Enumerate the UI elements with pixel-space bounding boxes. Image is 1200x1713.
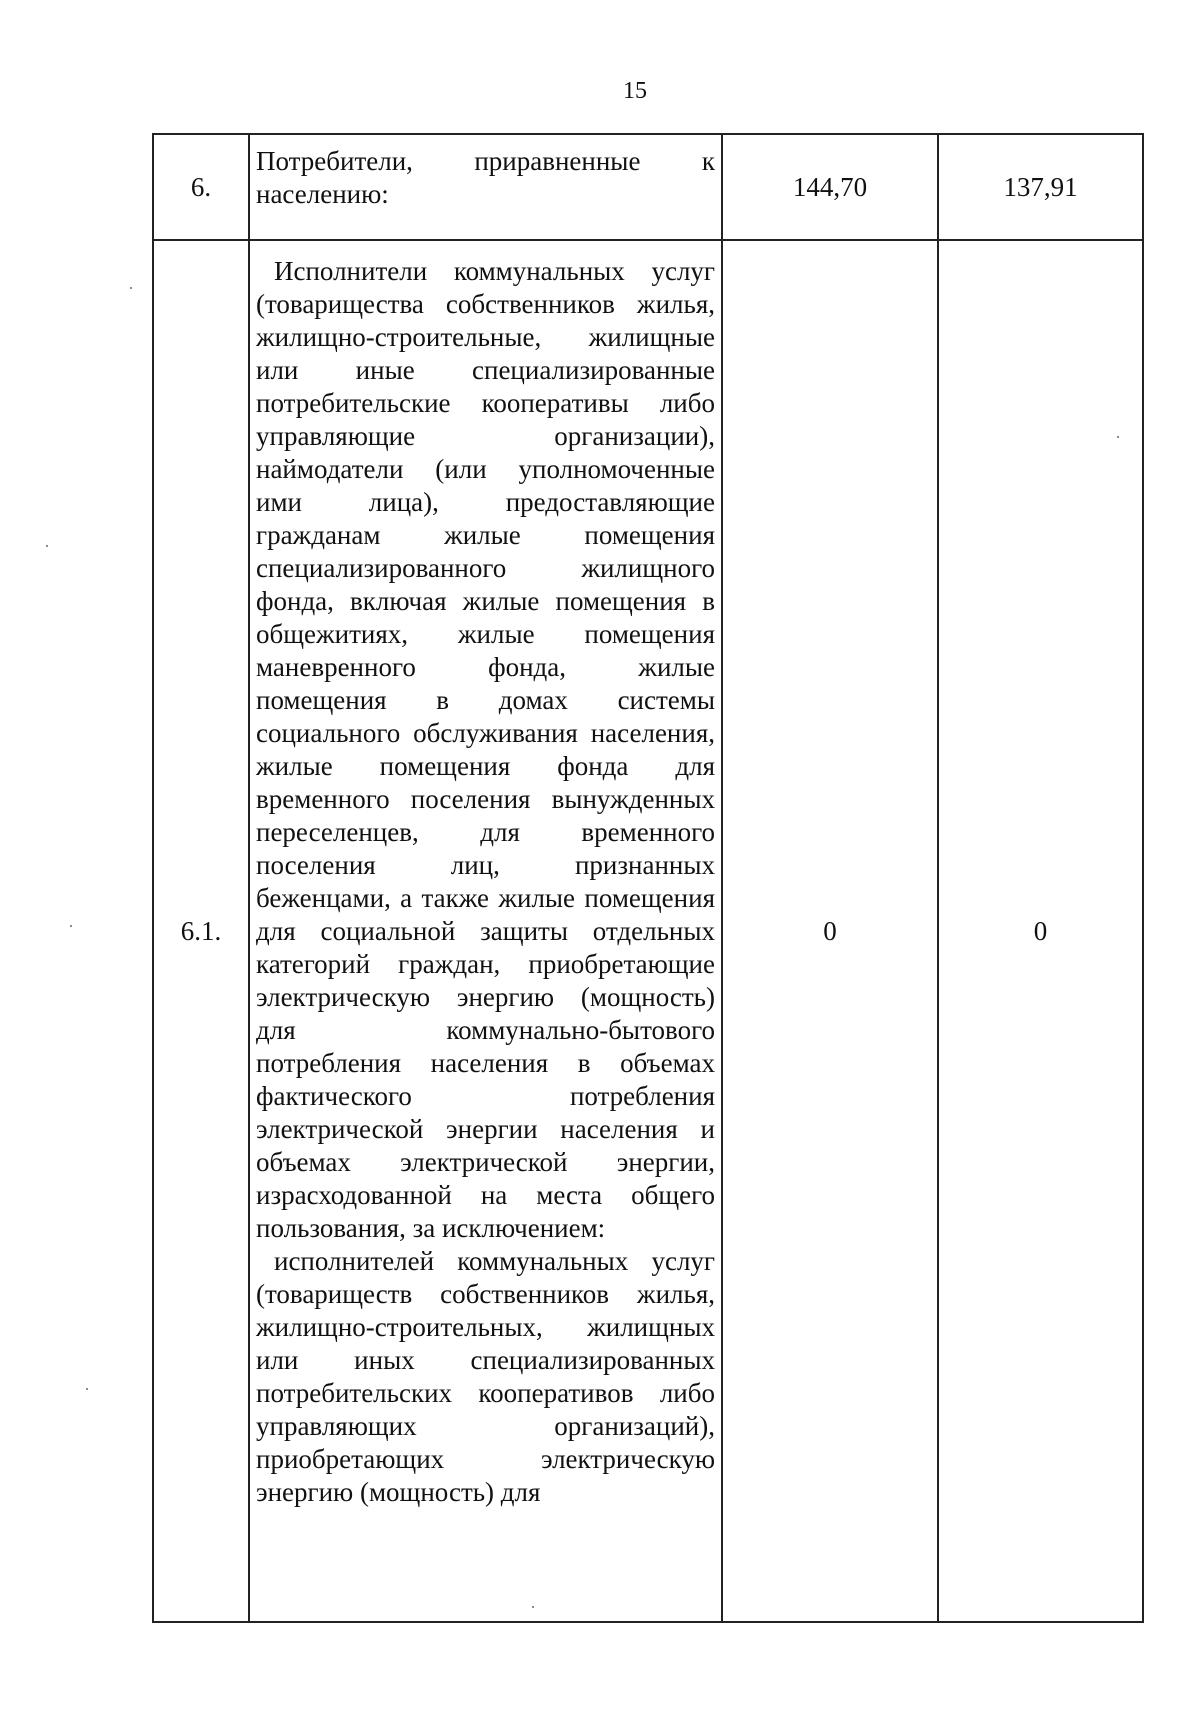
row-description-cell: Потребители, приравненные к населению:	[249, 134, 722, 240]
scan-speck	[70, 925, 72, 927]
description-paragraph: Исполнители коммунальных услуг (товарищества собственников жилья, жилищно-строительные, жилищные или иные специализированные потребительские кооперативы либо управляющие организации), наймодатели (или уполномоченные ими лица), предоставляющие гражданам жилые помещения специализированного жилищного фонда, включая жилые помещения в общежитиях, жилые помещения маневренного фонда, жилые помещения в домах системы социального обслуживания населения, жилые помещения фонда для временного поселения вынужденных переселенцев, для временного поселения лиц, признанных беженцами, а также жилые помещения для социальной защиты отдельных категорий граждан, приобретающие электрическую энергию (мощность) для коммунально-бытового потребления населения в объемах фактического потребления электрической энергии населения и объемах электрической энергии, израсходованной на места общего пользования, за исключением:	[256, 256, 715, 1243]
row-description-cell	[249, 240, 722, 1622]
value-2-cell: 0	[938, 240, 1143, 1622]
scan-speck	[532, 1606, 534, 1608]
description-paragraph: исполнителей коммунальных услуг (товариществ собственников жилья, жилищно-строительных, жилищных или иных специализированных потребительских кооперативов либо управляющих организаций), приобретающих электрическую энергию (мощность) для	[256, 1246, 715, 1507]
value-1-cell: 144,70	[722, 134, 938, 240]
tariff-table	[152, 133, 1144, 1623]
row-number-cell: 6.	[153, 134, 249, 240]
page-number: 15	[623, 78, 647, 104]
value-2-cell: 137,91	[938, 134, 1143, 240]
table-row	[153, 240, 1143, 1622]
value-1-cell: 0	[722, 240, 938, 1622]
scan-speck	[1117, 436, 1119, 438]
table-row	[153, 134, 1143, 240]
scan-speck	[86, 1388, 88, 1390]
row-number-cell: 6.1.	[153, 240, 249, 1622]
scan-speck	[46, 545, 48, 547]
scan-speck	[130, 287, 132, 289]
